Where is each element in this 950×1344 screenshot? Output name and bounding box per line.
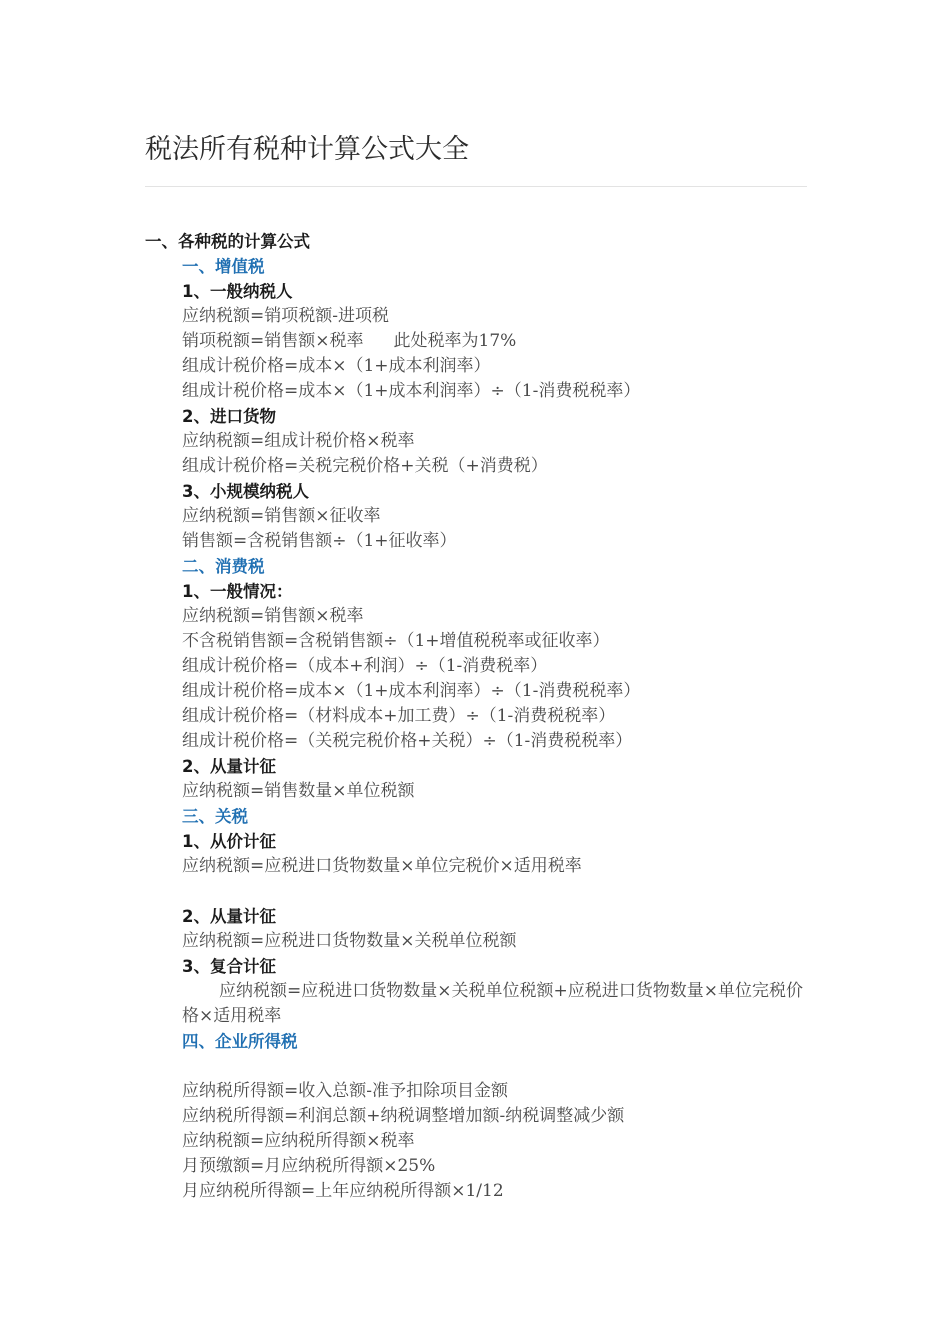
formula-line: 应纳税额=销售额×税率 xyxy=(182,606,364,626)
formula-line: 月应纳税所得额=上年应纳税所得额×1/12 xyxy=(182,1181,504,1201)
formula-line: 不含税销售额=含税销售额÷（1+增值税税率或征收率） xyxy=(182,631,610,651)
formula-line: 组成计税价格=成本×（1+成本利润率）÷（1-消费税税率） xyxy=(182,381,641,401)
formula-note: 此处税率为17% xyxy=(393,331,517,351)
tax-heading-consumption: 二、消费税 xyxy=(182,557,265,576)
formula-line: 组成计税价格=（关税完税价格+关税）÷（1-消费税税率） xyxy=(182,731,633,751)
formula-text: 销项税额=销售额×税率 xyxy=(182,331,364,351)
subheading-import-goods: 2、进口货物 xyxy=(182,407,276,426)
formula-line: 应纳税额=组成计税价格×税率 xyxy=(182,431,415,451)
formula-line: 应纳税额=应税进口货物数量×关税单位税额+应税进口货物数量×单位完税价格×适用税率 xyxy=(182,981,803,1026)
subheading-compound: 3、复合计征 xyxy=(182,957,276,976)
document-body xyxy=(145,229,807,1204)
blank-line xyxy=(145,879,807,904)
subheading-general-case: 1、一般情况： xyxy=(182,582,293,601)
tax-heading-customs: 三、关税 xyxy=(182,807,248,826)
formula-line: 应纳税额=销售额×征收率 xyxy=(182,506,381,526)
subheading-quantity-based: 2、从量计征 xyxy=(182,757,276,776)
formula-line: 应纳税额=销项税额-进项税 xyxy=(182,306,389,326)
formula-line: 组成计税价格=成本×（1+成本利润率）÷（1-消费税税率） xyxy=(182,681,641,701)
tax-heading-income: 四、企业所得税 xyxy=(182,1032,298,1051)
formula-line xyxy=(145,329,807,354)
formula-line: 月预缴额=月应纳税所得额×25% xyxy=(182,1156,436,1176)
formula-line: 组成计税价格=（材料成本+加工费）÷（1-消费税税率） xyxy=(182,706,616,726)
subheading-small-taxpayer: 3、小规模纳税人 xyxy=(182,482,309,501)
formula-line: 销售额=含税销售额÷（1+征收率） xyxy=(182,531,457,551)
formula-line: 应纳税额=销售数量×单位税额 xyxy=(182,781,415,801)
formula-line: 应纳税所得额=收入总额-准予扣除项目金额 xyxy=(182,1081,508,1101)
formula-line: 应纳税额=应纳税所得额×税率 xyxy=(182,1131,415,1151)
formula-line: 应纳税额=应税进口货物数量×关税单位税额 xyxy=(182,931,517,951)
subheading-ad-valorem: 1、从价计征 xyxy=(182,832,276,851)
formula-line: 组成计税价格=关税完税价格+关税（+消费税） xyxy=(182,456,548,476)
subheading-general-taxpayer: 1、一般纳税人 xyxy=(182,282,293,301)
blank-line xyxy=(145,1054,807,1079)
formula-line: 组成计税价格=（成本+利润）÷（1-消费税率） xyxy=(182,656,548,676)
subheading-quantity-based: 2、从量计征 xyxy=(182,907,276,926)
page-title: 税法所有税种计算公式大全 xyxy=(145,134,469,165)
formula-line: 组成计税价格=成本×（1+成本利润率） xyxy=(182,356,491,376)
tax-heading-vat: 一、增值税 xyxy=(182,257,265,276)
section-heading: 一、各种税的计算公式 xyxy=(145,232,310,251)
formula-line: 应纳税所得额=利润总额+纳税调整增加额-纳税调整减少额 xyxy=(182,1106,625,1126)
title-divider xyxy=(145,186,807,187)
formula-line: 应纳税额=应税进口货物数量×单位完税价×适用税率 xyxy=(182,856,582,876)
